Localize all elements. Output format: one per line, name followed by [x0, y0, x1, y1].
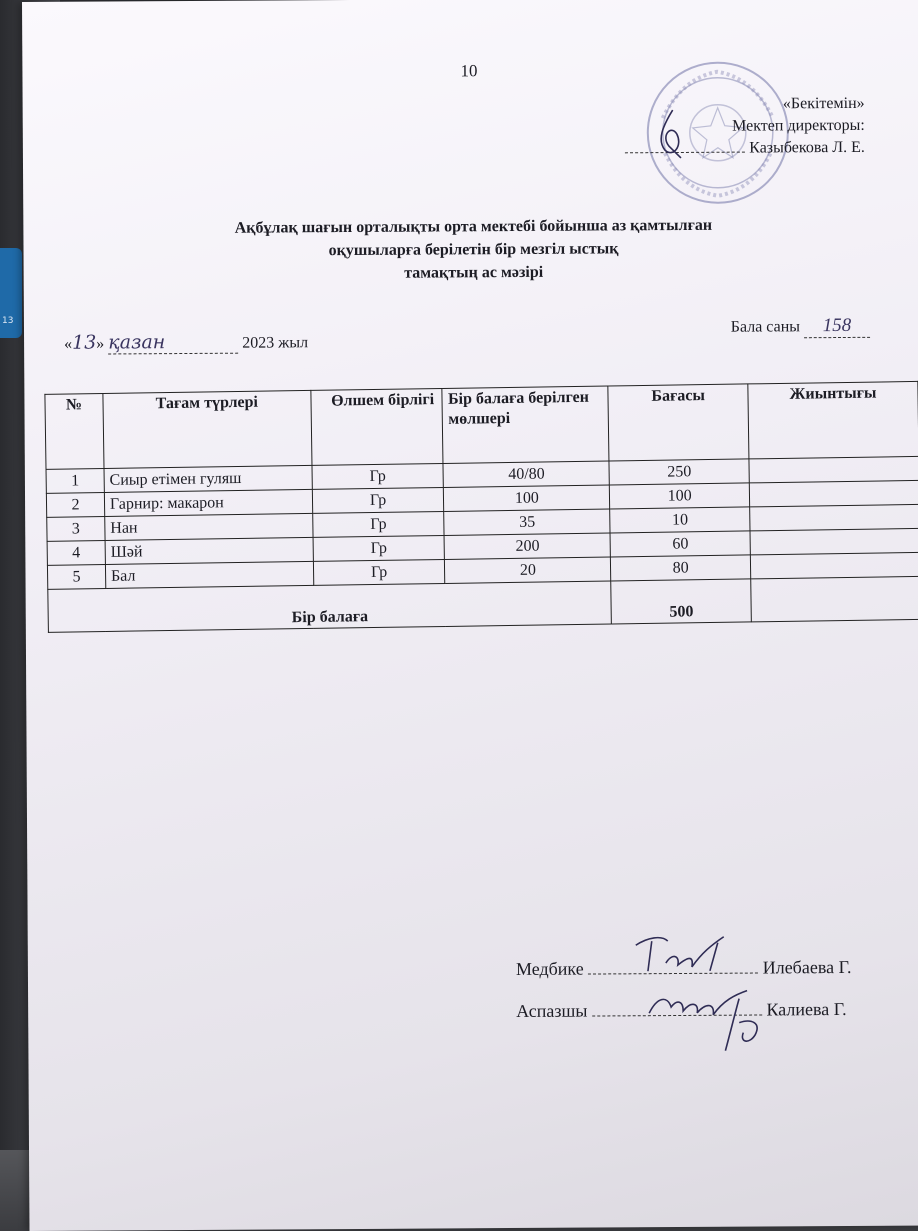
row-number: 5 [47, 564, 105, 589]
row-portion: 20 [445, 557, 611, 583]
date-open-quote: « [64, 335, 73, 353]
row-total [750, 552, 918, 579]
approval-role: Мектеп директоры: [732, 116, 865, 135]
children-count [731, 315, 870, 339]
cook-role: Аспазшы [516, 1000, 588, 1021]
heading-line-2: оқушыларға берілетін бір мезгіл ыстық [328, 240, 619, 260]
row-unit: Гр [313, 559, 445, 585]
menu-table [44, 381, 918, 633]
row-price: 60 [610, 531, 750, 557]
row-total [749, 480, 918, 507]
director-signature-icon [643, 106, 703, 162]
row-price: 10 [610, 507, 750, 533]
footer-label: Бір балаға [48, 581, 612, 632]
header-unit: Өлшем бірлігі [310, 388, 443, 465]
row-unit: Гр [312, 463, 444, 489]
row-portion: 40/80 [443, 461, 609, 487]
row-item: Шәй [105, 537, 313, 564]
date-close-quote: » [96, 335, 105, 353]
header-dish-types: Тағам түрлері [103, 390, 312, 468]
date-year: 2023 жыл [242, 334, 309, 352]
date-day: 13 [72, 331, 97, 354]
row-item: Гарнир: макарон [104, 489, 312, 516]
row-total [750, 504, 918, 531]
approval-title: «Бекітемін» [782, 94, 865, 113]
monitor-sticker: 13 [0, 248, 22, 338]
heading-line-3: тамақтың ас мәзірі [404, 263, 544, 282]
row-number: 4 [47, 540, 105, 565]
row-number: 3 [47, 516, 105, 541]
heading-line-1: Ақбұлақ шағын орталықты орта мектебі бойынша аз қамтылған [234, 216, 713, 237]
row-unit: Гр [313, 535, 445, 561]
document-heading [63, 213, 883, 287]
children-count-value: 158 [822, 314, 852, 337]
cook-signature-icon [643, 972, 784, 1063]
cook-name: Калиева Г. [766, 998, 847, 1020]
row-portion: 100 [444, 485, 610, 511]
row-item: Нан [105, 513, 313, 540]
footer-value: 500 [611, 579, 751, 624]
header-price: Бағасы [608, 384, 749, 461]
children-count-line [804, 315, 870, 338]
date-month-line [108, 331, 238, 355]
row-total [750, 528, 918, 555]
director-name: Казыбекова Л. Е. [749, 138, 865, 157]
footer-total [751, 576, 918, 622]
header-number: № [45, 394, 104, 470]
row-price: 100 [610, 483, 750, 509]
children-count-label: Бала саны [730, 318, 801, 336]
nurse-role: Медбике [515, 958, 584, 980]
row-portion: 35 [444, 509, 610, 535]
row-number: 2 [46, 492, 104, 517]
header-portion: Бір балаға берілген мөлшері [442, 386, 609, 463]
row-total [749, 456, 918, 483]
row-number: 1 [46, 468, 104, 493]
page-number: 10 [460, 61, 478, 81]
date-line [64, 330, 308, 354]
row-price: 250 [609, 459, 749, 485]
row-price: 80 [611, 555, 751, 581]
row-item: Сиыр етімен гуляш [104, 465, 312, 492]
row-unit: Гр [312, 511, 444, 537]
nurse-name: Илебаева Г. [762, 956, 852, 978]
row-portion: 200 [445, 533, 611, 559]
date-month: қазан [108, 331, 166, 354]
row-item: Бал [105, 561, 313, 588]
header-total: Жиынтығы [748, 381, 918, 459]
table-header-row [45, 381, 918, 469]
document-sheet [22, 0, 918, 1231]
row-unit: Гр [312, 487, 444, 513]
